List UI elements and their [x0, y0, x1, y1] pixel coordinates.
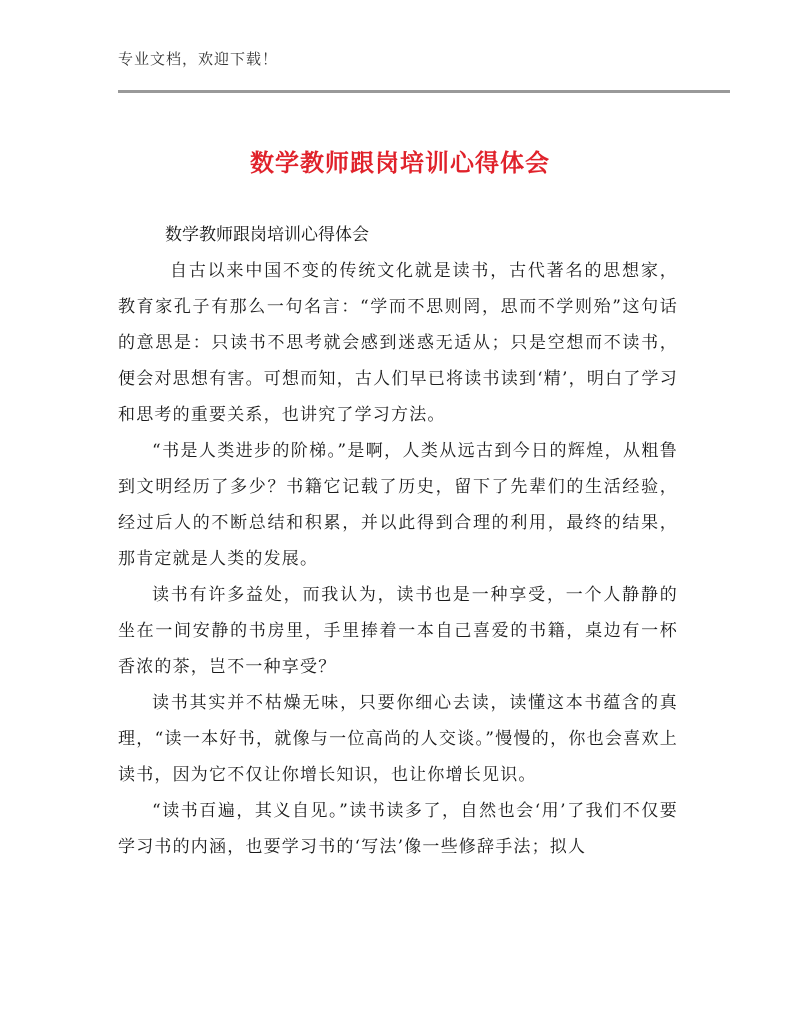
paragraph-3: 读书有许多益处，而我认为，读书也是一种享受，一个人静静的坐在一间安静的书房里，手里捧着一本自己喜爱的书籍，桌边有一杯香浓的茶，岂不一种享受？ [118, 585, 678, 677]
document-subtitle: 数学教师跟岗培训心得体会 [165, 225, 369, 245]
header-divider [118, 90, 730, 93]
document-title: 数学教师跟岗培训心得体会 [250, 149, 550, 177]
paragraph-1: 自古以来中国不变的传统文化就是读书，古代著名的思想家，教育家孔子有那么一句名言：“学而不思则罔，思而不学则殆”这句话的意思是：只读书不思考就会感到迷惑无适从；只是空想而不读书，便会对思想有害。可想而知，古人们早已将读书读到‘精’，明白了学习和思考的重要关系，也讲究了学习方法。 [118, 261, 678, 425]
paragraph-5: “读书百遍，其义自见。”读书读多了，自然也会‘用’了我们不仅要学习书的内涵，也要学习书的‘写法’像一些修辞手法；拟人 [118, 801, 678, 857]
document-body [118, 253, 678, 865]
paragraph-4: 读书其实并不枯燥无味，只要你细心去读，读懂这本书蕴含的真理，“读一本好书，就像与一位高尚的人交谈。”慢慢的，你也会喜欢上读书，因为它不仅让你增长知识，也让你增长见识。 [118, 693, 678, 785]
page-header-text: 专业文档，欢迎下载！ [118, 50, 279, 68]
paragraph-2: “书是人类进步的阶梯。”是啊，人类从远古到今日的辉煌，从粗鲁到文明经历了多少？书籍它记载了历史，留下了先辈们的生活经验，经过后人的不断总结和积累，并以此得到合理的利用，最终的结果，那肯定就是人类的发展。 [118, 441, 678, 569]
